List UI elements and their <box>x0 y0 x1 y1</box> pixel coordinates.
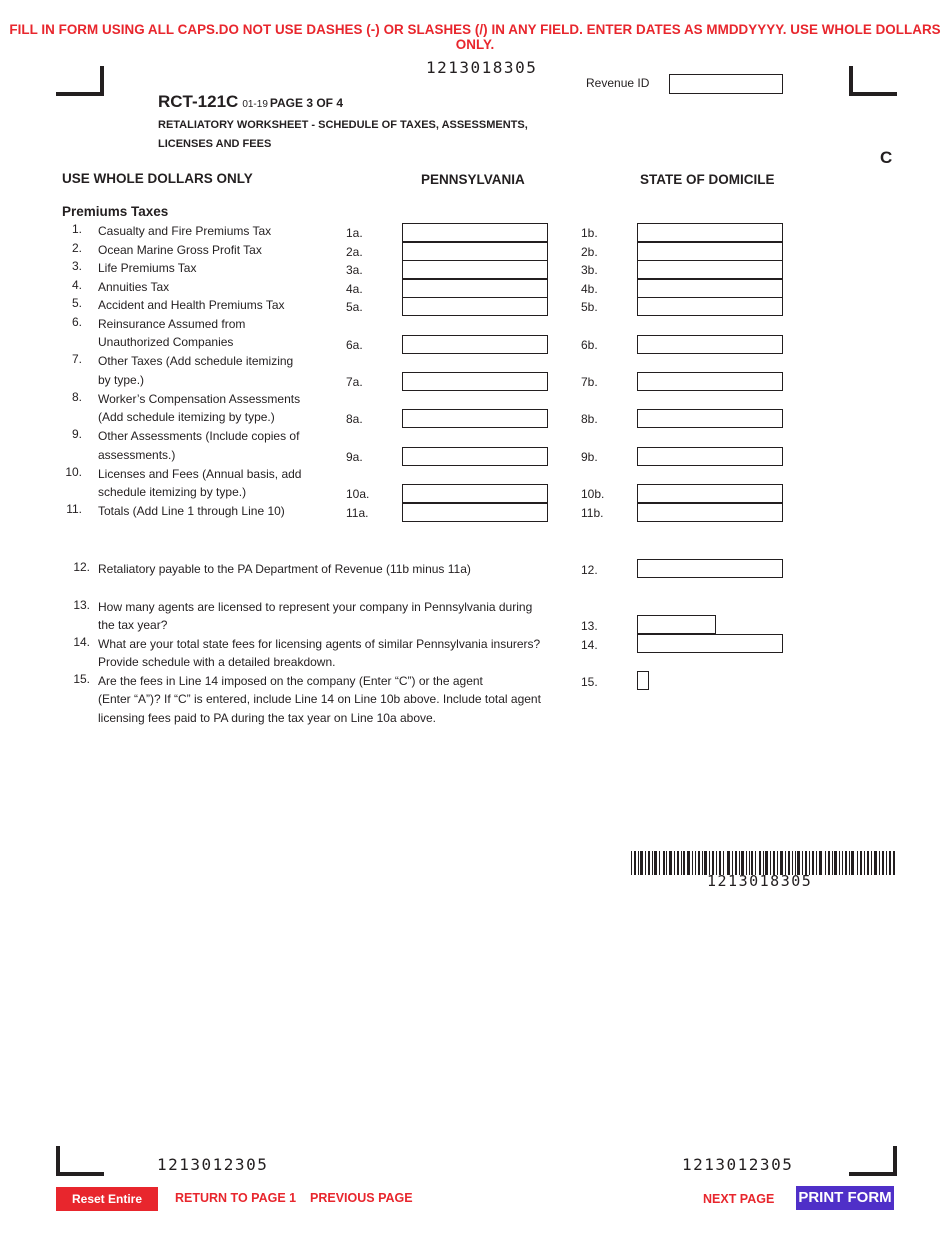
corner-letter: C <box>880 148 893 167</box>
line-label-2: schedule itemizing by type.) <box>98 485 247 499</box>
registration-mark-bottom-left <box>56 1146 104 1176</box>
next-page-button[interactable]: NEXT PAGE <box>703 1192 775 1206</box>
registration-mark-bottom-right <box>849 1146 897 1176</box>
revenue-id-label: Revenue ID <box>586 76 650 90</box>
line-number: 7. <box>71 352 82 366</box>
line-label-1: What are your total state fees for licensing agents of similar Pennsylvania insurers? <box>98 637 541 651</box>
reset-form-button[interactable]: Reset Entire Form <box>56 1187 158 1211</box>
line-code-a: 1a. <box>346 226 363 240</box>
line-number: 6. <box>71 315 82 329</box>
line-number: 5. <box>71 296 82 310</box>
line-code-b: 8b. <box>581 412 598 426</box>
line-code-b: 5b. <box>581 300 598 314</box>
line-label-1: How many agents are licensed to represent your company in Pennsylvania during <box>98 600 533 614</box>
registration-mark-top-right <box>849 66 897 96</box>
line-code-b: 3b. <box>581 263 598 277</box>
line-label-1: Other Taxes (Add schedule itemizing <box>98 354 294 368</box>
line-code-b: 10b. <box>581 487 605 501</box>
line-label-1: Other Assessments (Include copies of <box>98 429 300 443</box>
page-info: PAGE 3 OF 4 <box>269 96 344 110</box>
line-code-b: 6b. <box>581 338 598 352</box>
line-number: 9. <box>71 427 82 441</box>
domicile-amount-field[interactable] <box>637 279 783 298</box>
return-to-page-1-button[interactable]: RETURN TO PAGE 1 <box>175 1191 297 1205</box>
line-label-2: the tax year? <box>98 618 168 632</box>
form-version: 01-19 <box>242 99 268 110</box>
line-label: Life Premiums Tax <box>98 261 197 275</box>
line-number: 10. <box>65 465 82 479</box>
line-label-1: Worker’s Compensation Assessments <box>98 392 301 406</box>
line-code-a: 11a. <box>346 506 369 520</box>
line-label-3: licensing fees paid to PA during the tax year on Line 10a above. <box>98 711 437 725</box>
line-number: 13. <box>73 598 90 612</box>
line-number: 15. <box>73 672 90 686</box>
form-subtitle: RETALIATORY WORKSHEET - SCHEDULE OF TAXES, ASSESSMENTS, LICENSES AND FEES <box>158 119 528 150</box>
line-code-b: 7b. <box>581 375 598 389</box>
line-code-b: 9b. <box>581 450 598 464</box>
line-code-a: 8a. <box>346 412 363 426</box>
pennsylvania-amount-field[interactable] <box>402 372 548 391</box>
domicile-amount-field[interactable] <box>637 484 783 503</box>
pennsylvania-amount-field[interactable] <box>402 409 548 428</box>
registration-mark-top-left <box>56 66 104 96</box>
domicile-amount-field[interactable] <box>637 335 783 354</box>
line-code-a: 4a. <box>346 282 363 296</box>
form-title <box>158 92 343 112</box>
whole-dollars-header: USE WHOLE DOLLARS ONLY <box>62 171 253 186</box>
line-label: Ocean Marine Gross Profit Tax <box>98 243 262 257</box>
licensed-agents-count-field[interactable] <box>637 615 716 634</box>
line-label: Accident and Health Premiums Tax <box>98 298 285 312</box>
line-code: 12. <box>581 563 598 577</box>
barcode-number: 1213018305 <box>707 872 813 890</box>
pennsylvania-amount-field[interactable] <box>402 447 548 466</box>
line-number: 4. <box>71 278 82 292</box>
previous-page-button[interactable]: PREVIOUS PAGE <box>310 1191 413 1205</box>
line-label-1: Licenses and Fees (Annual basis, add <box>98 467 302 481</box>
document-number-bottom-left: 1213012305 <box>157 1155 269 1174</box>
line-code: 15. <box>581 675 598 689</box>
line-code-a: 5a. <box>346 300 363 314</box>
line-number: 1. <box>71 222 82 236</box>
state-of-domicile-column-header: STATE OF DOMICILE <box>640 172 775 187</box>
line-number: 3. <box>71 259 82 273</box>
line-label-2: Provide schedule with a detailed breakdown. <box>98 655 336 669</box>
line-code-a: 7a. <box>346 375 363 389</box>
print-form-button[interactable]: PRINT FORM <box>796 1186 894 1210</box>
form-id: RCT-121C <box>158 92 239 111</box>
domicile-amount-field[interactable] <box>637 372 783 391</box>
line-code-b: 1b. <box>581 226 598 240</box>
line-code-a: 9a. <box>346 450 363 464</box>
line-number: 12. <box>73 560 90 574</box>
line-label: Annuities Tax <box>98 280 170 294</box>
domicile-total-field[interactable] <box>637 503 783 522</box>
line-label-2: by type.) <box>98 373 145 387</box>
line-code: 13. <box>581 619 598 633</box>
document-number-top: 1213018305 <box>426 58 538 77</box>
line-code-b: 2b. <box>581 245 598 259</box>
pennsylvania-amount-field[interactable] <box>402 297 548 316</box>
line-label-2: (Add schedule itemizing by type.) <box>98 410 275 424</box>
line-label-2: Unauthorized Companies <box>98 335 234 349</box>
retaliatory-payable-field[interactable] <box>637 559 783 578</box>
domicile-amount-field[interactable] <box>637 260 783 279</box>
pennsylvania-amount-field[interactable] <box>402 484 548 503</box>
line-code: 14. <box>581 638 598 652</box>
pennsylvania-amount-field[interactable] <box>402 279 548 298</box>
fee-payer-code-field[interactable] <box>637 671 649 690</box>
pennsylvania-column-header: PENNSYLVANIA <box>421 172 525 187</box>
pennsylvania-amount-field[interactable] <box>402 223 548 242</box>
line-label: Retaliatory payable to the PA Department of Revenue (11b minus 11a) <box>98 562 471 576</box>
line-number: 8. <box>71 390 82 404</box>
line-label-1: Reinsurance Assumed from <box>98 317 246 331</box>
pennsylvania-total-field[interactable] <box>402 503 548 522</box>
pennsylvania-amount-field[interactable] <box>402 335 548 354</box>
revenue-id-field[interactable] <box>669 74 783 94</box>
premiums-taxes-heading: Premiums Taxes <box>62 204 169 219</box>
agent-licensing-fees-field[interactable] <box>637 634 783 653</box>
line-label: Totals (Add Line 1 through Line 10) <box>98 504 285 518</box>
line-label-1: Are the fees in Line 14 imposed on the company (Enter “C”) or the agent <box>98 674 483 688</box>
pennsylvania-amount-field[interactable] <box>402 242 548 261</box>
line-number: 11. <box>66 502 82 516</box>
instructions-banner: FILL IN FORM USING ALL CAPS.DO NOT USE DASHES (-) OR SLASHES (/) IN ANY FIELD. ENTER DATES AS MMDDYYYY. USE WHOLE DOLLARS ONLY. <box>9 22 941 52</box>
domicile-amount-field[interactable] <box>637 297 783 316</box>
domicile-amount-field[interactable] <box>637 242 783 261</box>
line-code-a: 2a. <box>346 245 363 259</box>
line-code-b: 4b. <box>581 282 598 296</box>
line-number: 2. <box>71 241 82 255</box>
line-code-b: 11b. <box>581 506 604 520</box>
line-code-a: 6a. <box>346 338 363 352</box>
line-code-a: 3a. <box>346 263 363 277</box>
line-number: 14. <box>73 635 90 649</box>
line-code-a: 10a. <box>346 487 370 501</box>
pennsylvania-amount-field[interactable] <box>402 260 548 279</box>
domicile-amount-field[interactable] <box>637 447 783 466</box>
line-label: Casualty and Fire Premiums Tax <box>98 224 272 238</box>
domicile-amount-field[interactable] <box>637 223 783 242</box>
domicile-amount-field[interactable] <box>637 409 783 428</box>
document-number-bottom-right: 1213012305 <box>682 1155 794 1174</box>
line-label-2: (Enter “A”)? If “C” is entered, include Line 14 on Line 10b above. Include total agent <box>98 692 541 706</box>
line-label-2: assessments.) <box>98 448 176 462</box>
